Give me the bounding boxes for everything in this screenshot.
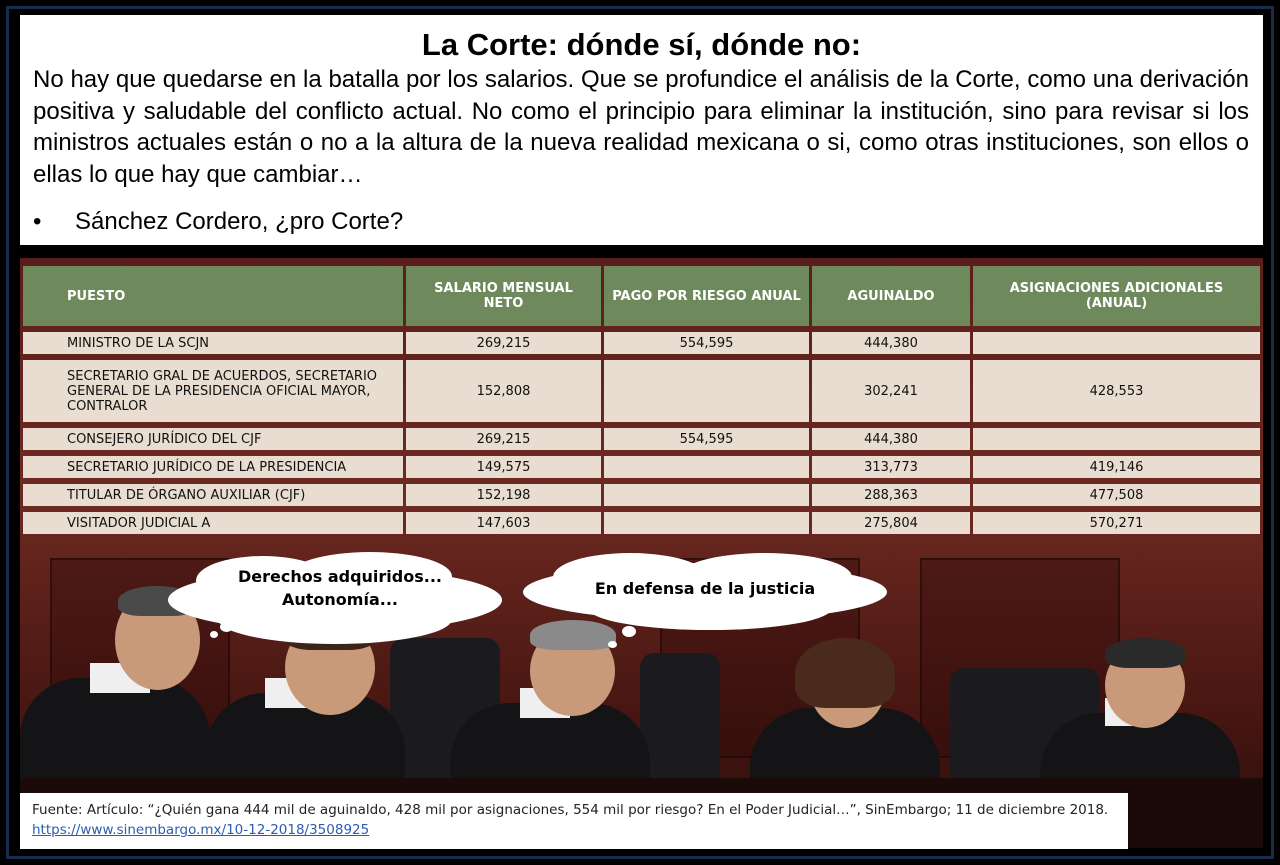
salary-table <box>20 260 1263 540</box>
cell-riesgo <box>604 512 809 534</box>
cell-puesto: TITULAR DE ÓRGANO AUXILIAR (CJF) <box>23 484 403 506</box>
cell-puesto: SECRETARIO JURÍDICO DE LA PRESIDENCIA <box>23 456 403 478</box>
chair <box>640 653 720 783</box>
cell-riesgo: 554,595 <box>604 428 809 450</box>
bullet-text: Sánchez Cordero, ¿pro Corte? <box>75 208 404 235</box>
court-photo <box>20 258 1263 848</box>
col-header-asignaciones: ASIGNACIONES ADICIONALES (ANUAL) <box>973 266 1260 326</box>
cell-puesto: CONSEJERO JURÍDICO DEL CJF <box>23 428 403 450</box>
cell-aguinaldo: 302,241 <box>812 360 970 422</box>
source-footer <box>20 793 1128 849</box>
cell-puesto: SECRETARIO GRAL DE ACUERDOS, SECRETARIO GENERAL DE LA PRESIDENCIA OFICIAL MAYOR, CONTRALOR <box>23 360 403 422</box>
intro-paragraph: No hay que quedarse en la batalla por los salarios. Que se profundice el análisis de la Corte, como una derivación positiva y saludable del conflicto actual. No como el principio para eliminar la institución, sino para revisar si los ministros actuales están o no a la altura de la nueva realidad mexicana o si, como otras instituciones, son ellos o ellas lo que hay que cambiar… <box>33 66 1249 188</box>
col-header-riesgo: PAGO POR RIESGO ANUAL <box>604 266 809 326</box>
hair <box>530 620 616 650</box>
bullet-item <box>33 208 403 236</box>
cell-riesgo <box>604 484 809 506</box>
cell-salario: 269,215 <box>406 332 601 354</box>
page-title: La Corte: dónde sí, dónde no: <box>421 27 862 62</box>
col-header-aguinaldo: AGUINALDO <box>812 266 970 326</box>
table-row <box>23 428 1260 450</box>
cell-salario: 152,808 <box>406 360 601 422</box>
bullet-dot: • <box>33 208 42 235</box>
source-citation: Fuente: Artículo: “¿Quién gana 444 mil de aguinaldo, 428 mil por asignaciones, 554 mil por riesgo? En el Poder Judicial…”, SinEmbargo; 11 de diciembre 2018. <box>32 802 1109 818</box>
table-row <box>23 484 1260 506</box>
cell-salario: 152,198 <box>406 484 601 506</box>
table-row <box>23 456 1260 478</box>
cloud-left-line1: Derechos adquiridos... <box>238 567 442 586</box>
cell-asignaciones: 570,271 <box>973 512 1260 534</box>
table-row <box>23 332 1260 354</box>
cell-asignaciones: 419,146 <box>973 456 1260 478</box>
intro-box <box>20 15 1263 245</box>
cell-salario: 269,215 <box>406 428 601 450</box>
cell-aguinaldo: 288,363 <box>812 484 970 506</box>
cell-aguinaldo: 444,380 <box>812 332 970 354</box>
cell-asignaciones: 477,508 <box>973 484 1260 506</box>
cell-aguinaldo: 275,804 <box>812 512 970 534</box>
cell-aguinaldo: 313,773 <box>812 456 970 478</box>
cell-puesto: MINISTRO DE LA SCJN <box>23 332 403 354</box>
hair <box>795 638 895 708</box>
hair <box>1105 638 1185 668</box>
cell-riesgo: 554,595 <box>604 332 809 354</box>
table-header-row <box>23 266 1260 326</box>
col-header-puesto: PUESTO <box>23 266 403 326</box>
cell-riesgo <box>604 360 809 422</box>
cell-puesto: VISITADOR JUDICIAL A <box>23 512 403 534</box>
cell-asignaciones <box>973 332 1260 354</box>
cell-salario: 147,603 <box>406 512 601 534</box>
cloud-left-line2: Autonomía... <box>282 590 398 609</box>
cell-riesgo <box>604 456 809 478</box>
table-row <box>23 360 1260 422</box>
table-row <box>23 512 1260 534</box>
cloud-right-text: En defensa de la justicia <box>594 579 816 598</box>
cell-asignaciones: 428,553 <box>973 360 1260 422</box>
cell-salario: 149,575 <box>406 456 601 478</box>
source-link[interactable]: https://www.sinembargo.mx/10-12-2018/3508925 <box>32 822 370 838</box>
cell-asignaciones <box>973 428 1260 450</box>
cell-aguinaldo: 444,380 <box>812 428 970 450</box>
col-header-salario: SALARIO MENSUAL NETO <box>406 266 601 326</box>
